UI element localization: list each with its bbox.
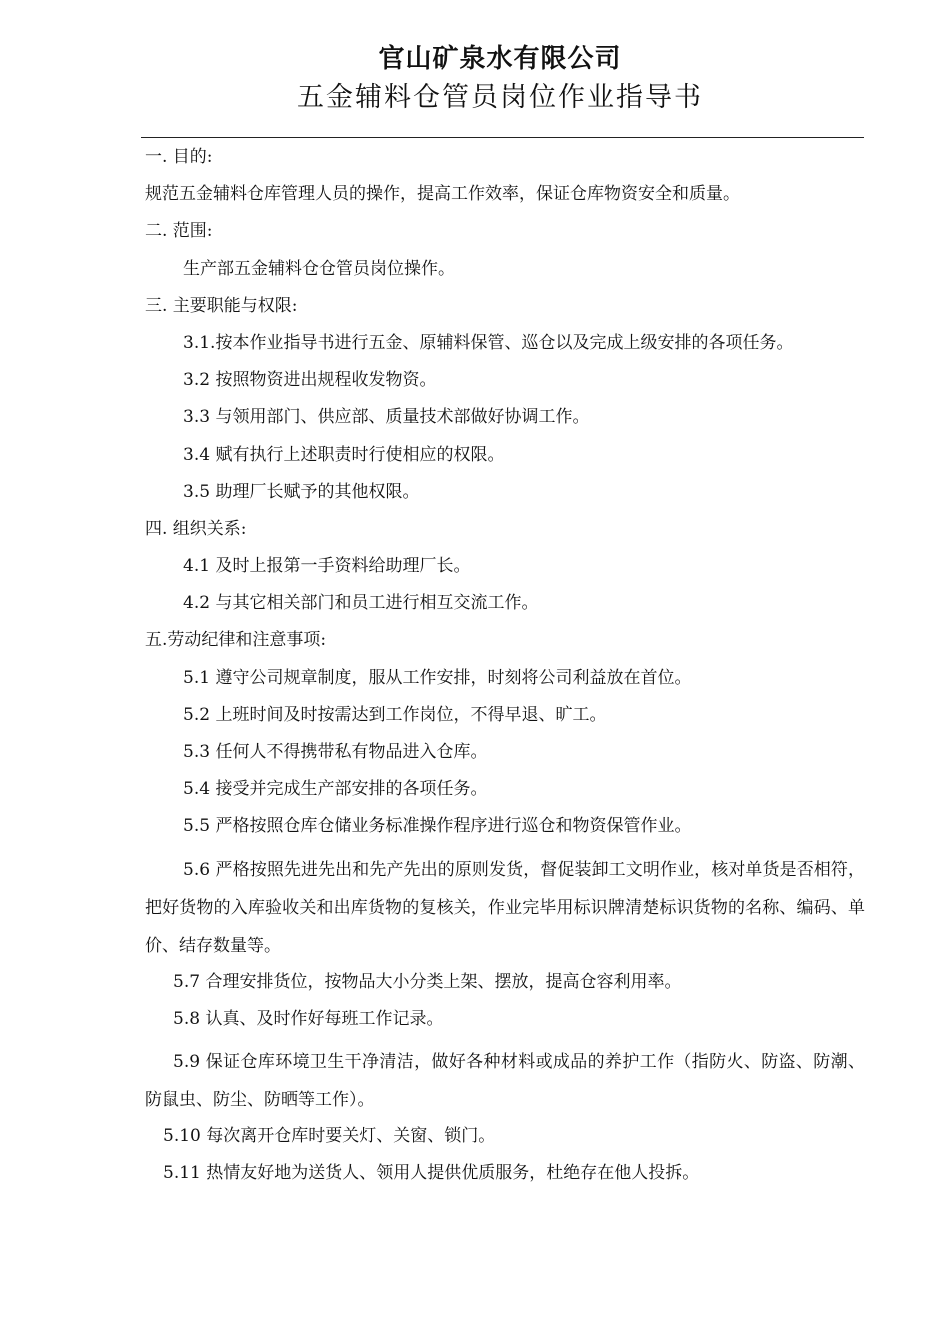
discipline-item: 5.2 上班时间及时按需达到工作岗位，不得早退、旷工。 xyxy=(183,704,607,725)
discipline-item: 5.1 遵守公司规章制度，服从工作安排，时刻将公司利益放在首位。 xyxy=(183,667,692,688)
header-divider xyxy=(141,137,864,138)
duty-item: 3.4 赋有执行上述职责时行使相应的权限。 xyxy=(183,444,505,465)
organization-item: 4.2 与其它相关部门和员工进行相互交流工作。 xyxy=(183,593,539,614)
duty-item: 3.2 按照物资进出规程收发物资。 xyxy=(183,370,437,391)
discipline-item: 5.8 认真、及时作好每班工作记录。 xyxy=(173,1008,444,1029)
discipline-item: 5.7 合理安排货位，按物品大小分类上架、摆放，提高仓容利用率。 xyxy=(173,971,682,992)
document-body xyxy=(145,144,865,1197)
organization-item: 4.1 及时上报第一手资料给助理厂长。 xyxy=(183,556,471,577)
discipline-item: 5.9 保证仓库环境卫生干净清洁，做好各种材料或成品的养护工作（指防火、防盗、防潮、防鼠虫、防尘、防晒等工作）。 xyxy=(145,1051,865,1110)
discipline-item: 5.11 热情友好地为送货人、领用人提供优质服务，杜绝存在他人投拆。 xyxy=(163,1163,700,1184)
duty-item: 3.5 助理厂长赋予的其他权限。 xyxy=(183,481,420,502)
purpose-text: 规范五金辅料仓库管理人员的操作，提高工作效率，保证仓库物资安全和质量。 xyxy=(145,184,740,205)
discipline-item: 5.6 严格按照先进先出和先产先出的原则发货，督促装卸工文明作业，核对单货是否相符，把好货物的入库验收关和出库货物的复核关，作业完毕用标识牌清楚标识货物的名称、编码、单价、结存数量等。 xyxy=(145,859,865,956)
discipline-item: 5.4 接受并完成生产部安排的各项任务。 xyxy=(183,779,488,800)
section-heading-duties: 三. 主要职能与权限: xyxy=(145,295,298,316)
section-heading-scope: 二. 范围: xyxy=(145,221,213,242)
section-heading-purpose: 一. 目的: xyxy=(145,147,213,167)
duty-item: 3.1.按本作业指导书进行五金、原辅料保管、巡仓以及完成上级安排的各项任务。 xyxy=(183,332,794,353)
scope-text: 生产部五金辅料仓仓管员岗位操作。 xyxy=(183,258,455,279)
document-title: 五金辅料仓管员岗位作业指导书 xyxy=(297,82,703,113)
duty-item: 3.3 与领用部门、供应部、质量技术部做好协调工作。 xyxy=(183,407,590,428)
discipline-item: 5.10 每次离开仓库时要关灯、关窗、锁门。 xyxy=(163,1125,496,1146)
section-heading-discipline: 五.劳动纪律和注意事项: xyxy=(145,630,327,651)
discipline-item: 5.5 严格按照仓库仓储业务标准操作程序进行巡仓和物资保管作业。 xyxy=(183,816,692,837)
section-heading-organization: 四. 组织关系: xyxy=(145,518,247,539)
discipline-item: 5.3 任何人不得携带私有物品进入仓库。 xyxy=(183,742,488,762)
company-name: 官山矿泉水有限公司 xyxy=(378,44,622,74)
